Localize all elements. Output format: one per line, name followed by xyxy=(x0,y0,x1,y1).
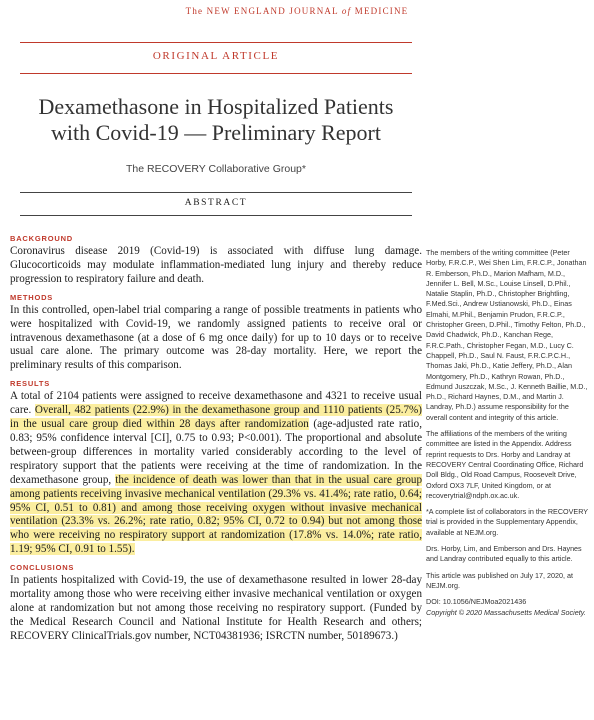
journal-masthead xyxy=(0,6,594,16)
results-highlight-2: the incidence of death was lower than that in the usual care group among patients receiving invasive mechanical ventilation (29.3% vs. 41.4%; rate ratio, 0.64; 95% CI, 0.51 to 0.81) and among those receiving oxygen without invasive mechanical ventilation (23.3% vs. 26.2%; rate ratio, 0.82; 95% CI, 0.72 to 0.94) but not among those who were receiving no respiratory support at randomization (17.8% vs. 14.0%; rate ratio, 1.19; 95% CI, 0.91 to 1.55). xyxy=(10,473,422,556)
methods-text: In this controlled, open-label trial comparing a range of possible treatments in patients who were hospitalized with Covid-19, we randomly assigned patients to receive oral or intravenous dexamethasone (at a dose of 6 mg once daily) for up to 10 days or to receive usual care alone. The primary outcome was 28-day mortality. Here, we report the preliminary results of this comparison. xyxy=(10,303,422,372)
journal-name-b: MEDICINE xyxy=(354,6,409,16)
background-text: Coronavirus disease 2019 (Covid-19) is associated with diffuse lung damage. Glucocorticoids may modulate inflammation-mediated lung injury and thereby reduce progression to respiratory failure and death. xyxy=(10,245,422,285)
sidebar-notes xyxy=(426,248,588,618)
equal-contribution-note: Drs. Horby, Lim, and Emberson and Drs. Haynes and Landray contributed equally to this article. xyxy=(426,544,582,564)
collaborators-note: *A complete list of collaborators in the RECOVERY trial is provided in the Supplementary Appendix, available at NEJM.org. xyxy=(426,507,588,537)
results-heading: RESULTS xyxy=(10,379,51,389)
journal-of: of xyxy=(341,6,352,16)
affiliations-note: The affiliations of the members of the writing committee are listed in the Appendix. Address reprint requests to Drs. Horby and Landray at RECOVERY Central Coordinating Office, Richard Doll Bldg., Old Road Campus, Roosevelt Drive, Oxford OX3 7LF, United Kingdom, or at recoverytrial@ndph.ox.ac.uk. xyxy=(426,429,584,500)
article-title: Dexamethasone in Hospitalized Patients with Covid-19 — Preliminary Report xyxy=(38,94,394,145)
published-note: This article was published on July 17, 2020, at NEJM.org. xyxy=(426,570,574,590)
abstract-label: ABSTRACT xyxy=(184,198,248,208)
results-highlight-1: Overall, 482 patients (22.9%) in the dexamethasone group and 1110 patients (25.7%) in the usual care group died within 28 days after randomization xyxy=(10,404,422,431)
abstract-body xyxy=(10,234,422,644)
results-text-2: (age-adjusted rate ratio, 0.83; 95% confidence interval [CI], 0.75 to 0.93; P<0.001). The proportional and absolute between-group differences in mortality varied considerably according to the level of respiratory support that the patients were receiving at the time of randomization. In the dexamethasone group, xyxy=(10,418,422,486)
results-text xyxy=(10,390,422,557)
journal-name-a: NEW ENGLAND JOURNAL xyxy=(206,6,339,16)
article-type-banner xyxy=(20,42,412,74)
methods-heading: METHODS xyxy=(10,292,54,302)
article-type: ORIGINAL ARTICLE xyxy=(152,50,280,62)
conclusions-heading: CONCLUSIONS xyxy=(10,563,75,573)
abstract-banner xyxy=(20,192,412,216)
doi: DOI: 10.1056/NEJMoa2021436 xyxy=(426,597,527,607)
conclusions-text: In patients hospitalized with Covid-19, the use of dexamethasone resulted in lower 28-day mortality among those who were receiving either invasive mechanical ventilation or oxygen alone at randomization but not among those receiving no respiratory support. (Funded by the Medical Research Council and National Institute for Health Research and others; RECOVERY ClinicalTrials.gov number, NCT04381936; ISRCTN number, 50189673.) xyxy=(10,574,422,642)
top-rule xyxy=(20,42,412,43)
journal-prefix: The xyxy=(185,6,207,16)
bottom-rule xyxy=(20,215,412,216)
writing-committee-note: The members of the writing committee (Peter Horby, F.R.C.P., Wei Shen Lim, F.R.C.P., Jonathan R. Emberson, Ph.D., Marion Mafham, M.D., Jennifer L. Bell, M.Sc., Louise Linsell, D.Phil., Natalie Staplin, Ph.D., Christopher Brightling, F.Med.Sci., Andrew Ustianowski, Ph.D., Einas Elmahi, M.Phil., Benjamin Prudon, F.R.C.P., Christopher Green, D.Phil., Timothy Felton, Ph.D., David Chadwick, Ph.D., Kanchan Rege, F.R.C.Path., Christopher Fegan, M.D., Lucy C. Chappell, Ph.D., Saul N. Faust, F.R.C.P.C.H., Thomas Jaki, Ph.D., Katie Jeffery, Ph.D., Alan Montgomery, Ph.D., Kathryn Rowan, Ph.D., Edmund Juszczak, M.Sc., J. Kenneth Baillie, M.D., Ph.D., Richard Haynes, D.M., and Martin J. Landray, Ph.D.) assume responsibility for the overall content and integrity of this article. xyxy=(426,248,588,422)
byline: The RECOVERY Collaborative Group* xyxy=(126,163,306,175)
copyright: Copyright © 2020 Massachusetts Medical Society. xyxy=(426,607,586,617)
top-rule xyxy=(20,192,412,193)
bottom-rule xyxy=(20,73,412,74)
background-heading: BACKGROUND xyxy=(10,234,73,243)
results-text-1: A total of 2104 patients were assigned to receive dexamethasone and 4321 to receive usual care. xyxy=(10,390,422,417)
